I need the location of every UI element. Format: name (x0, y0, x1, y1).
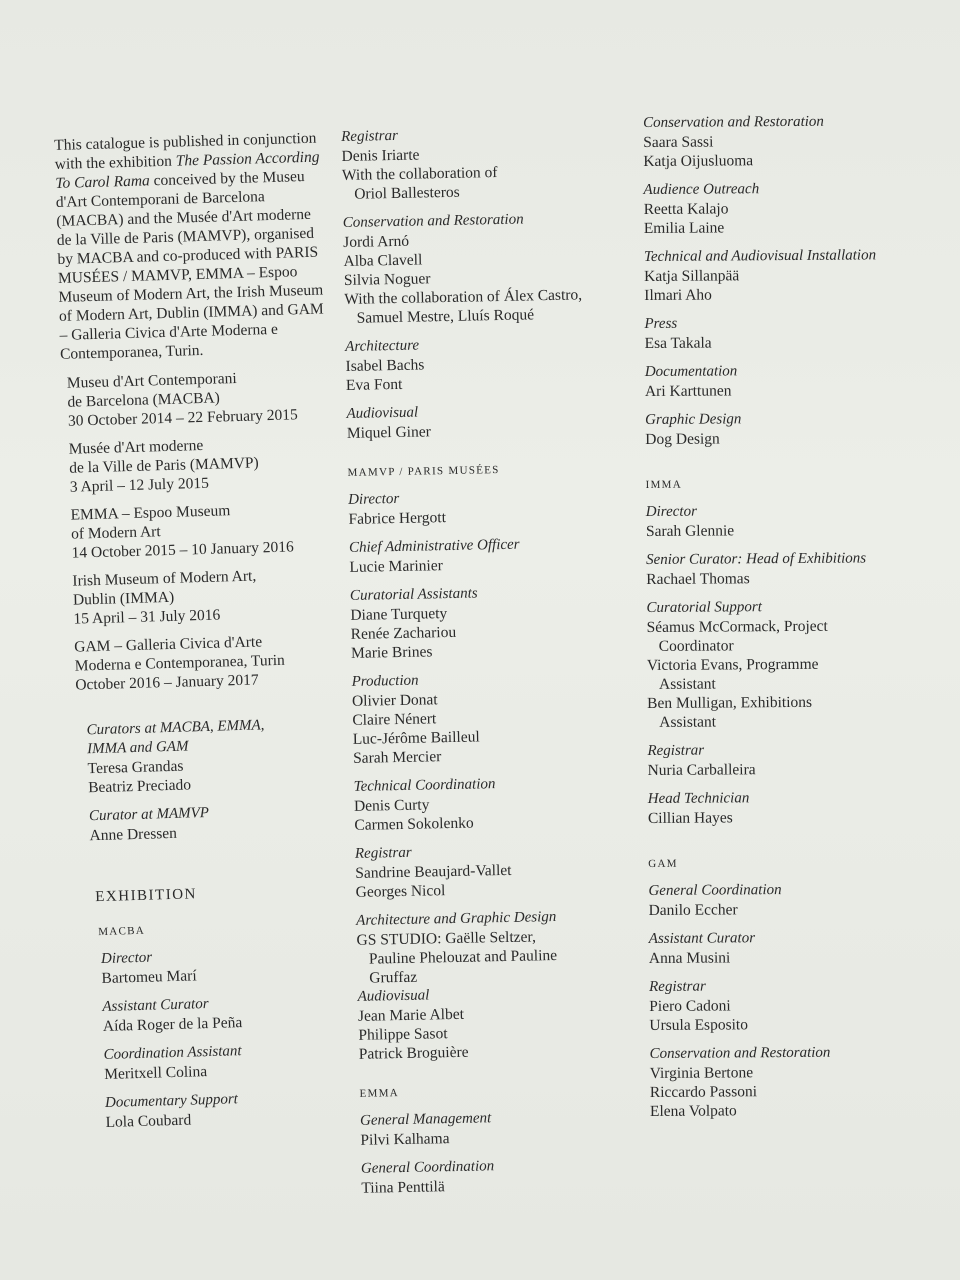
role-label: Chief Administrative Officer (348, 536, 520, 556)
person-name: Meritxell Colina (103, 1063, 208, 1083)
role-label: Documentation (644, 363, 738, 380)
registrar-group (341, 123, 627, 204)
staff-group (645, 409, 945, 449)
mamvp-staff-list (348, 485, 641, 901)
role-label: General Management (359, 1110, 492, 1129)
conservation-group (343, 209, 630, 328)
person-name: Diane Turquety (350, 605, 448, 624)
staff-group (351, 667, 638, 767)
person-name: Lucie Marinier (349, 557, 443, 576)
staff-group (103, 1039, 350, 1084)
role-label: Curatorial Support (646, 599, 762, 616)
person-name: Georges Nicol (355, 882, 446, 901)
person-name: Isabel Bachs (345, 356, 425, 375)
person-name: Virginia Bertone (649, 1064, 754, 1082)
person-name: Ursula Esposito (649, 1016, 749, 1034)
mamvp-heading: MAMVP / PARIS MUSÉES (347, 464, 500, 479)
imma-head-technician-group (648, 788, 948, 828)
role-label: Production (351, 672, 419, 690)
person-name: Beatriz Preciado (87, 776, 192, 797)
person-name: Carmen Sokolenko (354, 814, 474, 834)
intro-post: conceived by the Museu d'Art Contemporani de Barcelona (MACBA) and the Musée d'Art moderne de la Ville de Paris (MAMVP), organised by MACBA and co-produced with PARIS MUSÉES / MAMVP, EMMA – Espoo Museum of Modern Art, the Irish Museum of Modern Art, Dublin (IMMA) and GAM – Galleria Civica d'Arte Moderna e Contemporanea, Turin. (55, 168, 324, 363)
person-name: Lola Coubard (105, 1111, 192, 1131)
venue-gam (74, 630, 339, 694)
staff-group (350, 581, 636, 662)
person-name: Luc-Jérôme Bailleul (352, 728, 480, 748)
venue-line: EMMA – Espoo Museum (70, 502, 231, 524)
staff-group (645, 361, 945, 401)
emma-heading: EMMA (359, 1087, 400, 1100)
person-name: Danilo Eccher (648, 901, 738, 919)
person-name: Aída Roger de la Peña (102, 1014, 243, 1035)
person-name: Anne Dressen (89, 824, 178, 845)
staff-group (643, 112, 943, 171)
collaboration-note: With the collaboration of Álex Castro, (344, 286, 583, 308)
role-label: Audience Outreach (643, 181, 760, 198)
macba-heading: MACBA (98, 924, 146, 939)
person-name: Dog Design (645, 430, 720, 448)
role-label: Curatorial Assistants (349, 585, 478, 604)
venue-macba (67, 366, 332, 430)
architecture-group (345, 332, 631, 394)
role-label: Architecture and Graphic Design (356, 909, 557, 929)
staff-group (644, 313, 944, 353)
role-label: Director (100, 949, 153, 968)
person-title: Assistant (658, 675, 716, 693)
staff-group (649, 1043, 950, 1121)
curators-group (86, 714, 342, 797)
staff-group (360, 1106, 646, 1149)
staff-group (355, 839, 641, 901)
person-name: Jordi Arnó (343, 232, 410, 251)
person-name: Denis Curty (353, 796, 430, 815)
audiovisual-mamvp-group (358, 982, 644, 1063)
curator-mamvp-group (89, 800, 344, 845)
venue-dates: 30 October 2014 – 22 February 2015 (67, 406, 298, 430)
person-name: Rachael Thomas (646, 570, 750, 588)
person-name: Sarah Mercier (352, 748, 442, 767)
imma-registrar-group (647, 740, 947, 780)
intro-paragraph (54, 128, 330, 363)
role-label: Assistant Curator (648, 930, 756, 947)
staff-group (348, 485, 634, 528)
person-name: Fabrice Hergott (348, 509, 447, 528)
person-name: Ben Mulligan, Exhibitions (647, 693, 813, 712)
person-name: Anna Musini (648, 949, 731, 967)
role-label: Director (347, 490, 400, 508)
venue-line: Moderna e Contemporanea, Turin (74, 651, 286, 675)
emma-staff-list (360, 1106, 647, 1197)
person-name: Jean Marie Albet (357, 1005, 465, 1025)
staff-group (648, 880, 948, 920)
person-name: Elena Volpato (649, 1102, 737, 1120)
person-name: Sandrine Beaujard-Vallet (355, 861, 512, 882)
person-name: Pauline Phelouzat and Pauline (368, 947, 558, 968)
role-label: Coordination Assistant (103, 1043, 242, 1063)
imma-senior-curator-group (646, 549, 946, 589)
person-name: GS STUDIO: Gaëlle Seltzer, (356, 928, 537, 949)
role-label: Senior Curator: Head of Exhibitions (646, 550, 867, 568)
role-label: Assistant Curator (102, 996, 209, 1015)
venue-line: Dublin (IMMA) (72, 588, 175, 609)
gam-heading: GAM (648, 857, 678, 870)
exhibition-title: The Passion According To Carol Rama (55, 148, 320, 192)
staff-group (649, 976, 949, 1035)
person-name: Oriol Ballesteros (354, 183, 460, 203)
person-title: Assistant (659, 713, 717, 731)
role-label: Director (645, 503, 697, 520)
person-name: Alba Clavell (343, 251, 423, 270)
venue-line: de Barcelona (MACBA) (67, 389, 220, 411)
person-name: Pilvi Kalhama (360, 1130, 450, 1149)
person-name: Eva Font (345, 375, 403, 394)
staff-group (361, 1154, 647, 1197)
person-name: Silvia Noguer (343, 270, 431, 289)
person-name: Marie Brines (350, 643, 433, 662)
venue-line: GAM – Galleria Civica d'Arte (74, 633, 263, 656)
role-label: Audiovisual (357, 987, 430, 1005)
role-label: Conservation and Restoration (342, 211, 524, 231)
macba-staff-list (101, 943, 352, 1132)
person-name: Katja Oijusluoma (643, 152, 754, 170)
person-name: Tiina Penttilä (361, 1178, 445, 1197)
staff-group (644, 246, 944, 305)
role-label: Registrar (649, 978, 706, 995)
person-name: Reetta Kalajo (643, 200, 729, 218)
person-name: Olivier Donat (351, 691, 438, 710)
collaboration-note: Samuel Mestre, Lluís Roqué (356, 306, 535, 327)
venue-dates: 3 April – 12 July 2015 (69, 474, 210, 496)
venue-dates: October 2016 – January 2017 (75, 671, 259, 694)
person-name: Saara Sassi (643, 133, 714, 151)
person-name: Piero Cadoni (649, 997, 731, 1015)
staff-group (353, 772, 639, 834)
staff-group (643, 179, 943, 238)
venue-emma (70, 498, 335, 562)
role-label: Audiovisual (346, 404, 419, 422)
role-label: Architecture (345, 337, 420, 355)
role-label: Conservation and Restoration (643, 113, 824, 131)
person-name: Miquel Giner (346, 423, 431, 442)
staff-group (101, 943, 348, 988)
column-middle (341, 123, 647, 1208)
staff-group (649, 928, 949, 968)
role-label: IMMA and GAM (86, 738, 189, 758)
person-name: Renée Zachariou (350, 623, 457, 643)
collaboration-note: With the collaboration of (341, 164, 498, 184)
role-label: Documentary Support (104, 1091, 239, 1111)
staff-group (349, 533, 635, 576)
staff-group (105, 1087, 352, 1132)
arch-graphic-group (356, 906, 642, 987)
role-label: Technical and Audiovisual Installation (643, 247, 877, 265)
role-label: Conservation and Restoration (649, 1044, 831, 1062)
venue-line: of Modern Art (70, 523, 161, 543)
person-name: Esa Takala (644, 334, 712, 352)
person-name: Riccardo Passoni (649, 1083, 758, 1101)
emma-staff-list-continued (643, 112, 945, 449)
role-label: Registrar (354, 844, 412, 862)
person-name: Emilia Laine (643, 219, 725, 237)
venue-dates: 14 October 2015 – 10 January 2016 (71, 538, 294, 562)
role-label: Graphic Design (645, 411, 742, 428)
staff-group (102, 991, 349, 1036)
person-name: Cillian Hayes (647, 809, 733, 827)
role-label: General Coordination (360, 1158, 495, 1177)
person-title: Coordinator (658, 637, 734, 655)
person-name: Patrick Broguière (358, 1043, 469, 1063)
role-label: Registrar (341, 127, 398, 145)
imma-director-group (646, 501, 946, 541)
role-label: Head Technician (647, 790, 750, 807)
imma-heading: IMMA (645, 478, 683, 491)
person-name: Bartomeu Marí (101, 967, 197, 987)
venue-line: Musée d'Art moderne (68, 436, 204, 458)
person-name: Sarah Glennie (645, 522, 735, 540)
person-name: Victoria Evans, Programme (646, 655, 819, 674)
person-name: Philippe Sasot (358, 1025, 448, 1044)
column-right (643, 112, 950, 1131)
intro-pre: This catalogue is published in conjunction with the exhibition (54, 129, 317, 173)
role-label: Curator at MAMVP (88, 804, 210, 825)
role-label: Technical Coordination (353, 776, 496, 795)
venue-line: de la Ville de Paris (MAMVP) (69, 454, 259, 477)
role-label: General Coordination (648, 882, 782, 899)
role-label: Registrar (647, 742, 705, 759)
person-name: Nuria Carballeira (647, 761, 756, 779)
venue-mamvp (68, 432, 333, 496)
person-name: Gruffaz (369, 968, 418, 987)
role-label: Press (644, 315, 678, 332)
person-name: Teresa Grandas (87, 757, 184, 778)
exhibition-heading: EXHIBITION (95, 886, 198, 906)
audiovisual-group (346, 399, 632, 442)
person-name: Claire Nénert (352, 710, 437, 729)
column-left (54, 128, 352, 1142)
venue-line: Irish Museum of Modern Art, (72, 567, 257, 590)
person-name: Ari Karttunen (644, 382, 732, 400)
person-name: Séamus McCormack, Project (646, 617, 828, 636)
person-name: Ilmari Aho (644, 286, 712, 304)
role-label: Curators at MACBA, EMMA, (86, 717, 265, 739)
venue-line: Museu d'Art Contemporani (66, 369, 237, 392)
gam-staff-list (648, 880, 950, 1121)
person-name: Katja Sillanpää (644, 267, 740, 285)
venue-imma (72, 564, 337, 628)
venue-dates: 15 April – 31 July 2016 (73, 606, 221, 628)
imma-curatorial-support-group (646, 597, 947, 732)
person-name: Denis Iriarte (341, 146, 420, 165)
